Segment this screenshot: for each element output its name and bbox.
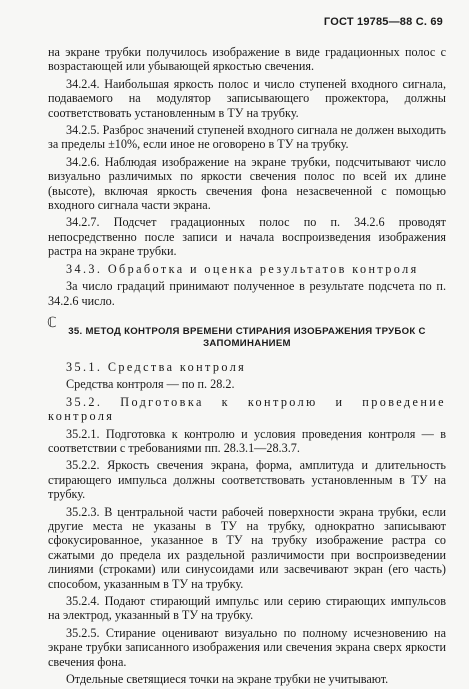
paragraph: 35.2.5. Стирание оценивают визуально по полному исчезновению на экране трубки записанного изображения или свечения экрана сверх яркости свечения фона. xyxy=(48,625,446,669)
section-title: 35. МЕТОД КОНТРОЛЯ ВРЕМЕНИ СТИРАНИЯ ИЗОБРАЖЕНИЯ ТРУБОК С ЗАПОМИНАНИЕМ xyxy=(68,325,426,349)
page-body xyxy=(48,45,446,689)
paragraph: 34.2.4. Наибольшая яркость полос и число ступеней входного сигнала, подаваемого на модулятор записывающего прожектора, должны соответствовать установленным в ТУ на трубку. xyxy=(48,76,446,120)
paragraph: Отдельные светящиеся точки на экране трубки не учитывают. xyxy=(66,672,389,687)
paragraph: 34.3. Обработка и оценка результатов контроля xyxy=(66,261,419,276)
text-block-34 xyxy=(48,45,446,308)
page-header: ГОСТ 19785—88 С. 69 xyxy=(323,16,443,28)
text-block-35 xyxy=(48,360,446,687)
paragraph: 34.2.6. Наблюдая изображение на экране трубки, подсчитывают число визуально различимых по яркости свечения полос по всей их длине (высоте), включая яркость свечения фона незасвеченной с помощью входного сигнала части экрана. xyxy=(48,154,446,213)
paragraph: За число градаций принимают полученное в результате подсчета по п. 34.2.6 число. xyxy=(48,279,446,308)
paragraph: на экране трубки получилось изображение в виде градационных полос с возрастающей или убывающей яркостью свечения. xyxy=(48,45,446,74)
paragraph: 35.2. Подготовка к контролю и проведение контроля xyxy=(48,394,446,424)
margin-mark: ℂ xyxy=(47,315,57,331)
paragraph: 34.2.5. Разброс значений ступеней входного сигнала не должен выходить за пределы ±10%, если иное не оговорено в ТУ на трубку. xyxy=(48,123,446,152)
paragraph: 35.1. Средства контроля xyxy=(66,359,247,374)
paragraph: 35.2.3. В центральной части рабочей поверхности экрана трубки, если другие места не указаны в ТУ на трубку, однократно записывают сфокусированное, указанное в ТУ на трубку изображение растра со сжатыми до предела их раздельной различимости при воспроизведении линиями (строками) или синусоидами или засвечивают экран (его часть) способом, указанным в ТУ на трубку. xyxy=(48,504,446,591)
paragraph: Средства контроля — по п. 28.2. xyxy=(66,377,235,392)
paragraph: 35.2.1. Подготовка к контролю и условия проведения контроля — в соответствии с требованиями пп. 28.3.1—28.3.7. xyxy=(48,426,446,455)
paragraph: 35.2.4. Подают стирающий импульс или серию стирающих импульсов на электрод, указанный в ТУ на трубку. xyxy=(48,594,446,623)
paragraph: 34.2.7. Подсчет градационных полос по п. 34.2.6 проводят непосредственно после записи и начала воспроизведения изображения растра на экране трубки. xyxy=(48,215,446,259)
paragraph: 35.2.2. Яркость свечения экрана, форма, амплитуда и длительность стирающего импульса должны соответствовать установленным в ТУ на трубку. xyxy=(48,458,446,502)
